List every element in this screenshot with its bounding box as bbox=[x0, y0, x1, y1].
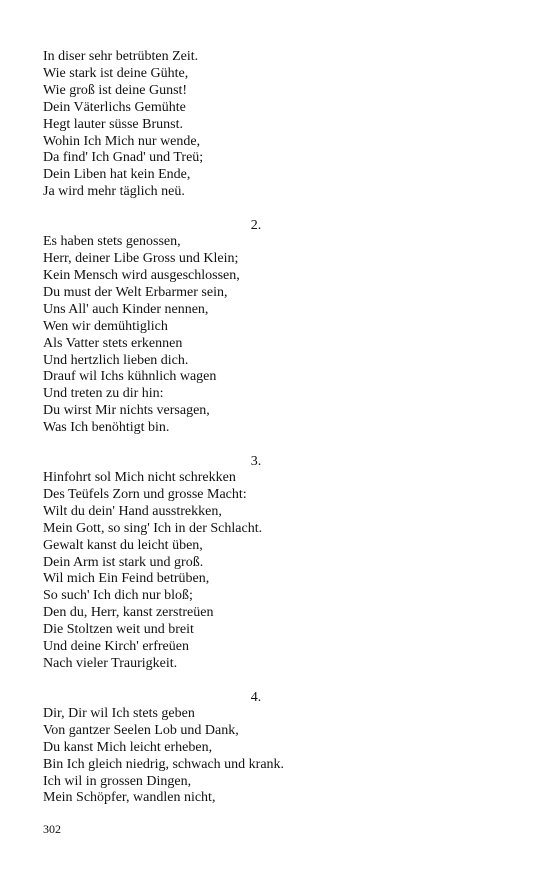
verse-line: Uns All' auch Kinder nennen, bbox=[43, 301, 209, 317]
verse-line: Nach vieler Traurigkeit. bbox=[43, 656, 178, 671]
stanza-number: 2. bbox=[250, 218, 262, 234]
verse-line: Mein Schöpfer, wandlen nicht, bbox=[43, 790, 216, 806]
stanza bbox=[43, 453, 513, 673]
verse-line: Dein Liben hat kein Ende, bbox=[43, 167, 191, 183]
stanza-number: 3. bbox=[250, 454, 262, 470]
stanza-number: 4. bbox=[250, 689, 262, 705]
verse-line: Dein Väterlichs Gemühte bbox=[43, 99, 186, 115]
verse-line: Mein Gott, so sing' Ich in der Schlacht. bbox=[43, 520, 263, 536]
verse-line: Wohin Ich Mich nur wende, bbox=[43, 133, 201, 149]
stanza bbox=[43, 689, 513, 807]
stanza bbox=[43, 217, 513, 437]
stanza bbox=[43, 49, 513, 201]
verse-line: Was Ich benöhtigt bin. bbox=[43, 420, 170, 436]
verse-line: Du must der Welt Erbarmer sein, bbox=[43, 284, 228, 300]
page-number: 302 bbox=[43, 822, 61, 836]
verse-line: In diser sehr betrübten Zeit. bbox=[43, 49, 199, 64]
verse-line: Wie stark ist deine Gühte, bbox=[43, 65, 189, 81]
verse-line: Dir, Dir wil Ich stets geben bbox=[43, 705, 195, 721]
verse-line: Und hertzlich lieben dich. bbox=[43, 352, 189, 368]
verse-line: Es haben stets genossen, bbox=[43, 234, 181, 250]
verse-line: Des Teüfels Zorn und grosse Macht: bbox=[43, 486, 247, 502]
verse-line: Als Vatter stets erkennen bbox=[43, 335, 183, 351]
verse-line: Du wirst Mir nichts versagen, bbox=[43, 403, 210, 419]
verse-line: Gewalt kanst du leicht üben, bbox=[43, 537, 203, 553]
verse-line: Da find' Ich Gnad' und Treü; bbox=[43, 150, 204, 166]
verse-line: Den du, Herr, kanst zerstreüen bbox=[43, 605, 214, 621]
verse-line: Wen wir demühtiglich bbox=[43, 318, 168, 334]
verse-line: Von gantzer Seelen Lob und Dank, bbox=[43, 722, 239, 738]
verse-line: Und deine Kirch' erfreüen bbox=[43, 639, 189, 655]
verse-line: Wilt du dein' Hand ausstrekken, bbox=[43, 503, 222, 519]
verse-line: Und treten zu dir hin: bbox=[43, 386, 164, 402]
verse-line: Wie groß ist deine Gunst! bbox=[43, 82, 188, 98]
verse-line: Kein Mensch wird ausgeschlossen, bbox=[43, 267, 240, 283]
verse-line: Die Stoltzen weit und breit bbox=[43, 622, 194, 638]
verse-line: Herr, deiner Libe Gross und Klein; bbox=[43, 251, 239, 267]
verse-line: Wil mich Ein Feind betrüben, bbox=[43, 571, 210, 587]
verse-line: Ja wird mehr täglich neü. bbox=[43, 184, 185, 200]
verse-line: Dein Arm ist stark und groß. bbox=[43, 554, 204, 570]
verse-line: So such' Ich dich nur bloß; bbox=[43, 588, 193, 604]
verse-line: Du kanst Mich leicht erheben, bbox=[43, 739, 213, 755]
verse-line: Ich wil in grossen Dingen, bbox=[43, 773, 192, 789]
verse-line: Drauf wil Ichs kühnlich wagen bbox=[43, 369, 217, 385]
verse-line: Hinfohrt sol Mich nicht schrekken bbox=[43, 470, 236, 486]
verse-line: Hegt lauter süsse Brunst. bbox=[43, 116, 183, 132]
poem-text bbox=[43, 49, 513, 823]
verse-line: Bin Ich gleich niedrig, schwach und krank. bbox=[43, 756, 285, 772]
